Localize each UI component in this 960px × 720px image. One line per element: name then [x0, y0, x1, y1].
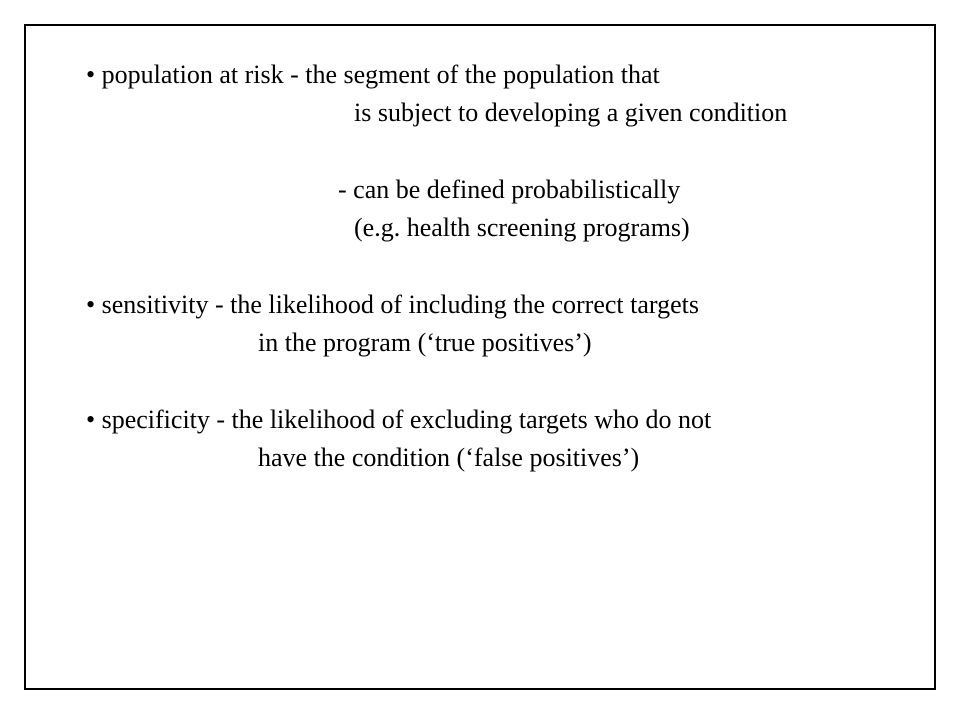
population-at-risk-example: (e.g. health screening programs) [354, 213, 690, 242]
population-at-risk-continuation: is subject to developing a given condition [354, 98, 788, 127]
population-at-risk-subpoint: - can be defined probabilistically [338, 175, 681, 204]
bullet-population-at-risk: • population at risk - the segment of the population that [86, 60, 660, 89]
bullet-specificity: • specificity - the likelihood of excluding targets who do not [86, 405, 712, 434]
specificity-continuation: have the condition (‘false positives’) [258, 443, 640, 472]
bullet-sensitivity: • sensitivity - the likelihood of including the correct targets [86, 290, 699, 319]
sensitivity-continuation: in the program (‘true positives’) [258, 328, 592, 357]
